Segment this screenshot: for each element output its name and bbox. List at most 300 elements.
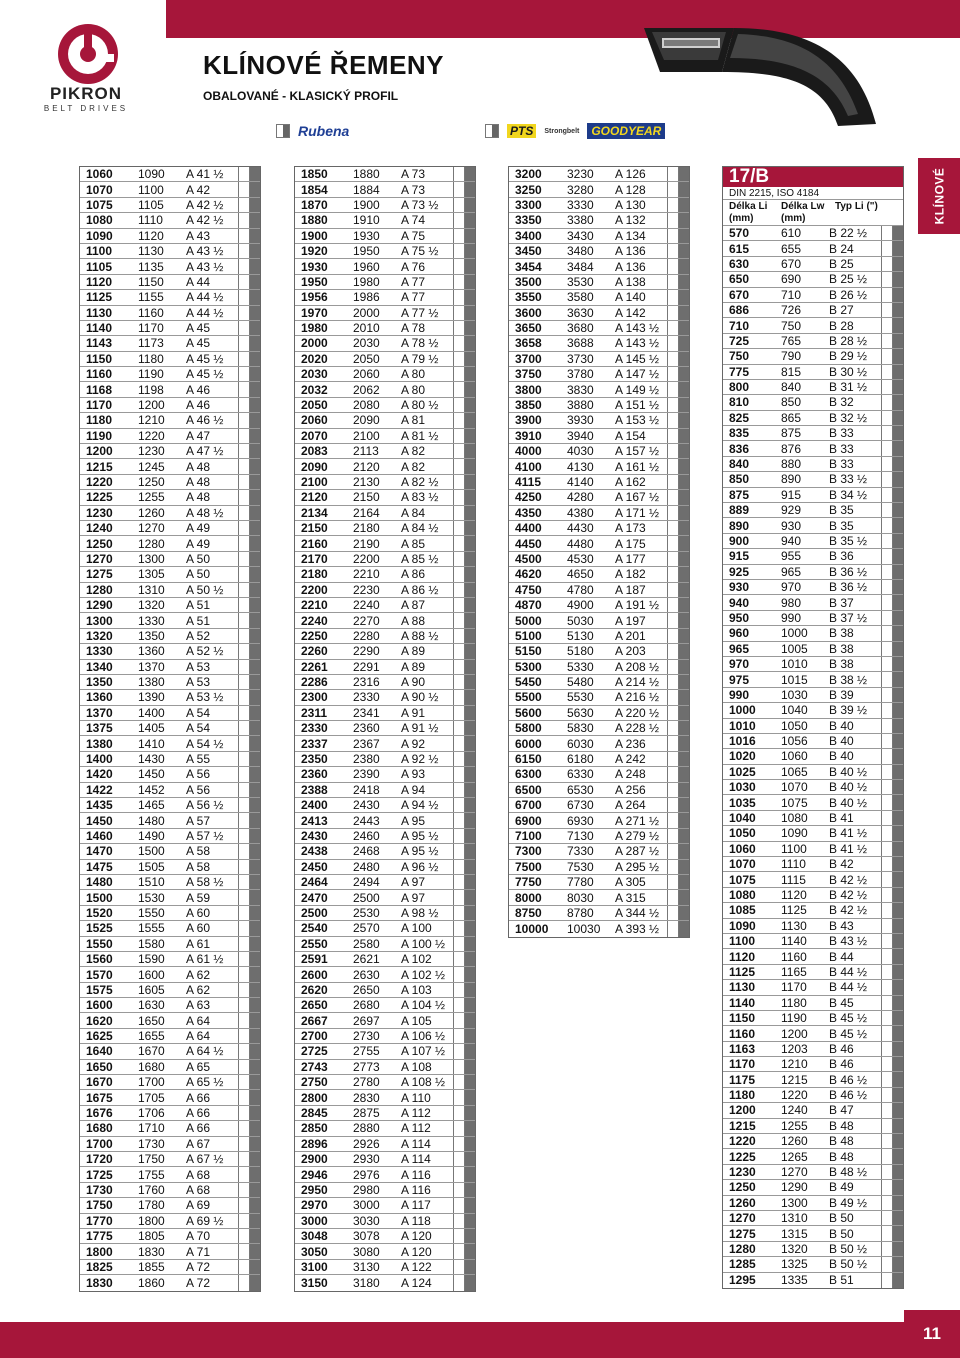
swatch-grey <box>678 429 689 443</box>
swatch-white <box>667 583 678 597</box>
swatch-grey <box>678 844 689 858</box>
swatch-white <box>453 1060 464 1074</box>
table-row <box>80 890 260 905</box>
length-lw-cell: 4530 <box>567 551 594 566</box>
type-cell: A 208 ½ <box>615 659 660 674</box>
type-cell: B 40 <box>829 749 854 764</box>
length-lw-cell: 2062 <box>353 382 380 397</box>
length-lw-cell: 3484 <box>567 259 594 274</box>
swatch-white <box>238 167 249 181</box>
table-row <box>723 1134 903 1149</box>
table-row <box>723 996 903 1011</box>
swatch-white <box>667 306 678 320</box>
length-lw-cell: 1100 <box>781 841 807 856</box>
swatch-grey <box>249 660 260 674</box>
swatch-white <box>881 257 892 271</box>
length-lw-cell: 1600 <box>138 967 165 982</box>
length-lw-cell: 1190 <box>138 367 164 382</box>
length-li-cell: 1230 <box>86 505 113 520</box>
page-title: KLÍNOVÉ ŘEMENY <box>203 50 445 80</box>
type-cell: B 35 ½ <box>829 534 868 548</box>
swatch-grey <box>464 306 475 320</box>
type-cell: A 77 <box>401 274 426 289</box>
type-cell: A 85 ½ <box>401 551 439 566</box>
swatch-grey <box>464 583 475 597</box>
swatch-grey <box>678 813 689 827</box>
swatch-grey <box>892 457 903 471</box>
length-lw-cell: 1860 <box>138 1275 165 1290</box>
length-li-cell: 2700 <box>301 1029 328 1044</box>
swatch-grey <box>464 413 475 427</box>
table-row <box>723 949 903 964</box>
length-lw-cell: 6930 <box>567 813 594 828</box>
type-cell: A 58 ½ <box>186 875 224 890</box>
length-lw-cell: 5330 <box>567 659 594 674</box>
length-li-cell: 10000 <box>515 921 549 936</box>
table-row <box>295 1029 475 1044</box>
table-row <box>723 703 903 718</box>
length-li-cell: 840 <box>729 457 750 472</box>
length-lw-cell: 2875 <box>353 1106 380 1121</box>
type-cell: A 88 <box>401 613 426 628</box>
length-lw-cell: 7330 <box>567 844 594 859</box>
length-li-cell: 2540 <box>301 921 328 936</box>
length-li-cell: 2090 <box>301 459 328 474</box>
length-li-cell: 1450 <box>86 813 113 828</box>
table-row <box>723 1072 903 1087</box>
table-row <box>80 213 260 228</box>
swatch-grey <box>249 1214 260 1228</box>
length-lw-cell: 1056 <box>781 734 808 749</box>
type-cell: A 97 <box>401 890 426 905</box>
length-lw-cell: 3130 <box>353 1259 380 1274</box>
swatch-white <box>238 182 249 196</box>
swatch-white <box>238 998 249 1012</box>
table-row <box>509 613 689 628</box>
swatch-grey <box>249 998 260 1012</box>
table-row <box>80 1214 260 1229</box>
length-lw-cell: 5830 <box>567 721 594 736</box>
type-cell: A 48 ½ <box>186 505 224 520</box>
swatch-white <box>453 552 464 566</box>
length-li-cell: 1020 <box>729 749 756 764</box>
type-cell: A 220 ½ <box>615 705 660 720</box>
table-row <box>723 1103 903 1118</box>
length-li-cell: 890 <box>729 518 750 533</box>
table-row <box>509 875 689 890</box>
length-li-cell: 3550 <box>515 290 542 305</box>
type-cell: A 54 <box>186 721 211 736</box>
swatch-white <box>453 675 464 689</box>
swatch-white <box>453 213 464 227</box>
swatch-grey <box>678 521 689 535</box>
type-cell: A 43 ½ <box>186 244 224 259</box>
swatch-grey <box>892 857 903 871</box>
swatch-grey <box>892 488 903 502</box>
swatch-white <box>881 688 892 702</box>
swatch-white <box>238 336 249 350</box>
length-li-cell: 900 <box>729 534 750 548</box>
swatch-grey <box>249 890 260 904</box>
length-li-cell: 1035 <box>729 795 756 810</box>
swatch-white <box>453 1121 464 1135</box>
table-row <box>723 888 903 903</box>
type-cell: A 92 <box>401 736 426 751</box>
swatch-white <box>238 875 249 889</box>
swatch-grey <box>892 257 903 271</box>
swatch-grey <box>892 380 903 394</box>
length-li-cell: 3048 <box>301 1229 328 1244</box>
swatch-grey <box>892 1149 903 1163</box>
table-row <box>80 629 260 644</box>
swatch-grey <box>678 259 689 273</box>
swatch-white <box>453 752 464 766</box>
table-row <box>80 783 260 798</box>
swatch-white <box>453 660 464 674</box>
length-li-cell: 1470 <box>86 844 113 859</box>
swatch-white <box>667 813 678 827</box>
type-cell: B 33 <box>829 457 854 472</box>
length-li-cell: 1625 <box>86 1029 113 1044</box>
length-li-cell: 1280 <box>86 582 113 597</box>
swatch-white <box>453 890 464 904</box>
length-lw-cell: 1030 <box>781 687 808 702</box>
length-lw-cell: 1220 <box>781 1088 808 1103</box>
swatch-white <box>453 1275 464 1290</box>
length-lw-cell: 1706 <box>138 1106 165 1121</box>
swatch-white <box>453 844 464 858</box>
table-row <box>295 736 475 751</box>
length-li-cell: 1125 <box>729 964 756 979</box>
length-lw-cell: 2280 <box>353 628 380 643</box>
length-lw-cell: 3880 <box>567 398 594 413</box>
length-li-cell: 1676 <box>86 1106 113 1121</box>
length-lw-cell: 929 <box>781 503 802 518</box>
type-cell: A 128 <box>615 182 646 197</box>
length-lw-cell: 3688 <box>567 336 594 351</box>
type-cell: A 95 ½ <box>401 844 439 859</box>
table-row <box>723 657 903 672</box>
length-lw-cell: 2621 <box>353 952 380 967</box>
swatch-grey <box>464 382 475 396</box>
table-row <box>295 1013 475 1028</box>
length-lw-cell: 1160 <box>781 949 807 964</box>
table-row <box>509 813 689 828</box>
table-row <box>509 398 689 413</box>
length-lw-cell: 1320 <box>138 598 165 613</box>
type-cell: A 256 <box>615 782 646 797</box>
length-lw-cell: 2240 <box>353 598 380 613</box>
table-row <box>509 229 689 244</box>
length-lw-cell: 2830 <box>353 1090 380 1105</box>
type-cell: A 94 <box>401 782 426 797</box>
table-row <box>295 382 475 397</box>
length-li-cell: 1290 <box>86 598 113 613</box>
type-cell: B 42 ½ <box>829 887 868 902</box>
swatch-white <box>453 306 464 320</box>
table-row <box>723 549 903 564</box>
table-row <box>723 903 903 918</box>
length-li-cell: 1100 <box>86 244 113 259</box>
length-li-cell: 5450 <box>515 675 542 690</box>
swatch-grey <box>249 1275 260 1290</box>
length-li-cell: 8750 <box>515 905 542 920</box>
swatch-white <box>667 567 678 581</box>
length-lw-cell: 2113 <box>353 444 379 459</box>
type-cell: A 112 <box>401 1121 431 1136</box>
length-lw-cell: 1015 <box>781 672 808 687</box>
table-row <box>80 906 260 921</box>
length-lw-cell: 1265 <box>781 1149 808 1164</box>
table-row <box>295 1106 475 1121</box>
length-li-cell: 2845 <box>301 1106 328 1121</box>
table-row <box>80 983 260 998</box>
swatch-white <box>238 798 249 812</box>
length-li-cell: 1140 <box>86 321 113 336</box>
length-li-cell: 1070 <box>729 857 756 872</box>
swatch-grey <box>892 395 903 409</box>
table-row <box>295 906 475 921</box>
swatch-white <box>238 890 249 904</box>
type-cell: A 45 ½ <box>186 367 224 382</box>
type-cell: A 105 <box>401 1013 432 1028</box>
type-cell: A 75 <box>401 228 426 243</box>
length-lw-cell: 1800 <box>138 1213 165 1228</box>
length-lw-cell: 1050 <box>781 718 808 733</box>
table-row <box>509 629 689 644</box>
table-row <box>80 798 260 813</box>
table-row <box>723 872 903 887</box>
length-lw-cell: 1700 <box>138 1075 165 1090</box>
table-row <box>295 1183 475 1198</box>
swatch-grey <box>249 798 260 812</box>
length-li-cell: 1275 <box>729 1226 756 1241</box>
length-li-cell: 1140 <box>729 995 756 1010</box>
length-li-cell: 2620 <box>301 982 328 997</box>
length-li-cell: 1215 <box>729 1118 756 1133</box>
swatch-white <box>238 598 249 612</box>
swatch-white <box>238 321 249 335</box>
swatch-white <box>238 1121 249 1135</box>
table-row <box>295 890 475 905</box>
length-li-cell: 1075 <box>729 872 756 887</box>
swatch-white <box>453 459 464 473</box>
page-number: 11 <box>904 1310 960 1358</box>
table-row <box>295 1214 475 1229</box>
swatch-white <box>881 734 892 748</box>
table-row <box>295 429 475 444</box>
length-lw-cell: 1260 <box>781 1134 808 1149</box>
swatch-grey <box>892 426 903 440</box>
length-lw-cell: 940 <box>781 534 802 548</box>
swatch-grey <box>249 813 260 827</box>
swatch-grey <box>892 1057 903 1071</box>
swatch-grey <box>892 734 903 748</box>
length-li-cell: 3850 <box>515 398 542 413</box>
length-lw-cell: 1730 <box>138 1136 165 1151</box>
table-row <box>295 367 475 382</box>
swatch-grey <box>464 767 475 781</box>
swatch-white <box>238 244 249 258</box>
table-row <box>509 706 689 721</box>
table-row <box>80 229 260 244</box>
swatch-white <box>667 598 678 612</box>
type-cell: A 66 <box>186 1106 211 1121</box>
length-li-cell: 930 <box>729 580 750 595</box>
table-row <box>295 721 475 736</box>
table-row <box>509 721 689 736</box>
table-row <box>723 503 903 518</box>
swatch-white <box>238 644 249 658</box>
swatch-grey <box>892 365 903 379</box>
type-cell: A 65 ½ <box>186 1075 224 1090</box>
swatch-white <box>453 259 464 273</box>
swatch-white <box>881 1011 892 1025</box>
table-row <box>509 475 689 490</box>
length-li-cell: 990 <box>729 687 750 702</box>
swatch-white <box>238 921 249 935</box>
table-row <box>295 844 475 859</box>
type-cell: B 28 ½ <box>829 333 868 348</box>
table-row <box>80 921 260 936</box>
length-lw-cell: 1080 <box>781 811 808 826</box>
table-row <box>295 1275 475 1290</box>
table-row <box>80 459 260 474</box>
type-cell: A 69 <box>186 1198 211 1213</box>
table-row <box>723 1226 903 1241</box>
length-li-cell: 1060 <box>729 841 756 856</box>
swatch-white <box>453 506 464 520</box>
swatch-grey <box>249 644 260 658</box>
length-li-cell: 1350 <box>86 675 113 690</box>
type-cell: A 78 <box>401 321 426 336</box>
table-row <box>295 1244 475 1259</box>
length-li-cell: 4400 <box>515 521 542 536</box>
length-li-cell: 3300 <box>515 197 542 212</box>
length-li-cell: 1130 <box>86 305 113 320</box>
length-li-cell: 3200 <box>515 167 542 182</box>
table-row <box>80 690 260 705</box>
swatch-grey <box>464 1121 475 1135</box>
table-row <box>80 198 260 213</box>
swatch-grey <box>892 888 903 902</box>
table-row <box>295 613 475 628</box>
length-lw-cell: 1230 <box>138 444 165 459</box>
swatch-grey <box>678 736 689 750</box>
logo-name: PIKRON <box>49 84 123 103</box>
table-row <box>80 1167 260 1182</box>
type-cell: A 74 <box>401 213 426 228</box>
table-row <box>509 459 689 474</box>
type-cell: A 51 <box>186 598 211 613</box>
table-row <box>723 580 903 595</box>
table-row <box>295 321 475 336</box>
swatch-white <box>453 998 464 1012</box>
swatch-white <box>881 1226 892 1240</box>
length-lw-cell: 2773 <box>353 1059 380 1074</box>
swatch-white <box>453 444 464 458</box>
type-cell: A 108 ½ <box>401 1075 446 1090</box>
length-lw-cell: 1805 <box>138 1229 165 1244</box>
swatch-grey <box>464 1044 475 1058</box>
length-lw-cell: 1855 <box>138 1259 165 1274</box>
length-li-cell: 1400 <box>86 752 113 767</box>
table-row <box>295 506 475 521</box>
length-li-cell: 2210 <box>301 598 328 613</box>
swatch-white <box>881 965 892 979</box>
length-lw-cell: 2980 <box>353 1182 380 1197</box>
table-row <box>80 660 260 675</box>
length-li-cell: 1130 <box>729 980 756 995</box>
length-lw-cell: 1755 <box>138 1167 165 1182</box>
length-li-cell: 1550 <box>86 936 113 951</box>
length-li-cell: 2150 <box>301 521 328 536</box>
table-row <box>295 244 475 259</box>
swatch-white <box>667 367 678 381</box>
swatch-grey <box>249 198 260 212</box>
table-row <box>509 552 689 567</box>
length-lw-cell: 1130 <box>781 918 807 933</box>
length-li-cell: 630 <box>729 256 750 271</box>
table-row <box>509 890 689 905</box>
table-row <box>295 1044 475 1059</box>
swatch-grey <box>249 336 260 350</box>
length-lw-cell: 1605 <box>138 982 165 997</box>
swatch-grey <box>464 275 475 289</box>
length-li-cell: 1270 <box>86 551 113 566</box>
length-lw-cell: 2650 <box>353 982 380 997</box>
swatch-white <box>881 919 892 933</box>
length-lw-cell: 8780 <box>567 905 594 920</box>
type-cell: A 136 <box>615 259 646 274</box>
length-lw-cell: 1380 <box>138 675 165 690</box>
swatch-white <box>667 259 678 273</box>
table-row <box>723 1273 903 1288</box>
length-li-cell: 2743 <box>301 1059 328 1074</box>
type-cell: A 89 <box>401 659 426 674</box>
length-lw-cell: 2430 <box>353 798 380 813</box>
type-cell: A 143 ½ <box>615 321 660 336</box>
swatch-grey <box>678 552 689 566</box>
length-lw-cell: 2290 <box>353 644 380 659</box>
type-cell: B 40 <box>829 718 854 733</box>
swatch-white <box>881 595 892 609</box>
swatch-white <box>238 1137 249 1151</box>
length-lw-cell: 2494 <box>353 875 380 890</box>
length-li-cell: 686 <box>729 303 750 318</box>
type-cell: B 32 <box>829 395 854 410</box>
length-li-cell: 1980 <box>301 321 328 336</box>
length-li-cell: 1970 <box>301 305 328 320</box>
length-li-cell: 1120 <box>86 274 113 289</box>
length-lw-cell: 2010 <box>353 321 380 336</box>
table-row <box>80 706 260 721</box>
length-lw-cell: 1220 <box>138 428 165 443</box>
table-row <box>295 983 475 998</box>
length-li-cell: 2170 <box>301 551 328 566</box>
type-cell: A 68 <box>186 1182 211 1197</box>
table-row <box>723 1211 903 1226</box>
type-cell: A 89 <box>401 644 426 659</box>
swatch-white <box>453 1183 464 1197</box>
table-row <box>80 398 260 413</box>
swatch-grey <box>464 198 475 212</box>
swatch-grey <box>464 906 475 920</box>
length-lw-cell: 4780 <box>567 582 594 597</box>
length-li-cell: 2900 <box>301 1152 328 1167</box>
type-cell: B 46 <box>829 1057 854 1072</box>
length-li-cell: 2413 <box>301 813 328 828</box>
